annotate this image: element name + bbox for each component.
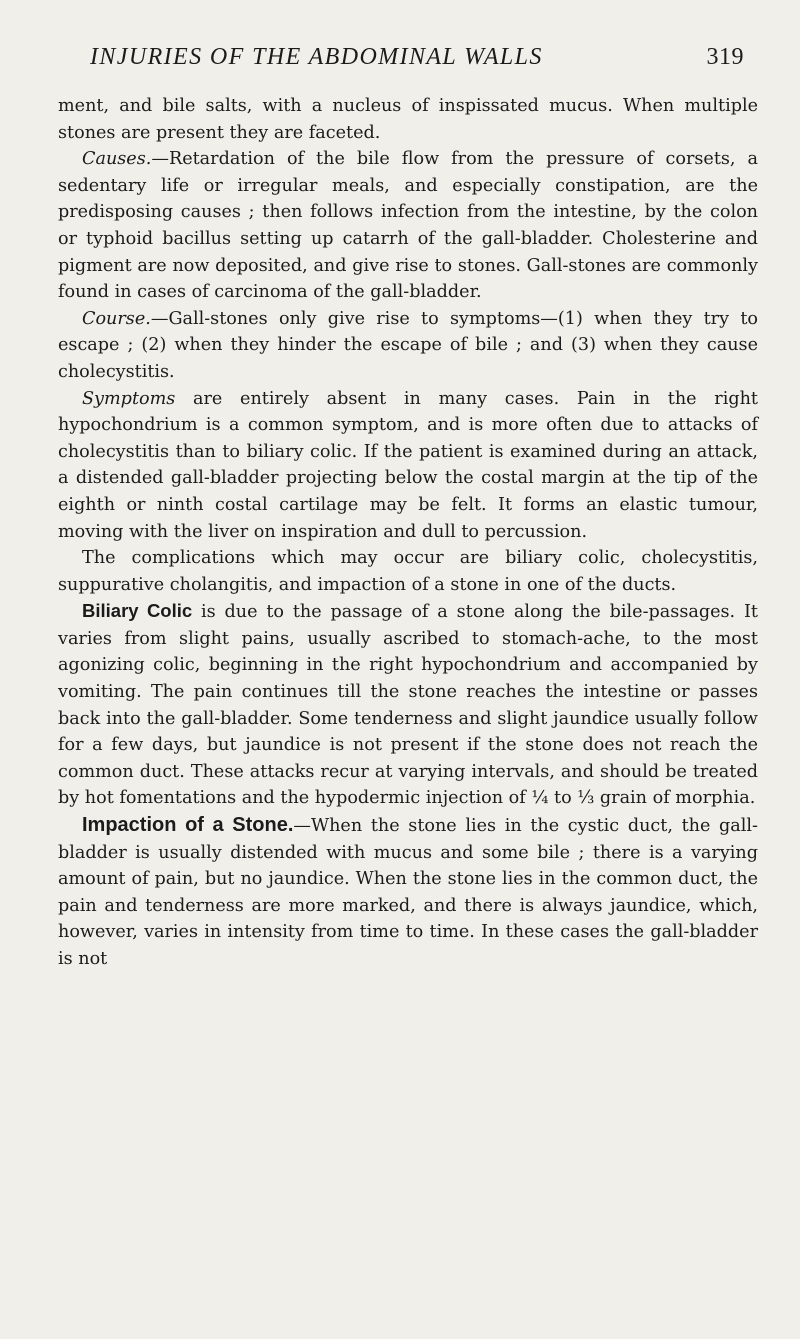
paragraph-continuation [58,93,758,146]
paragraph-impaction [58,812,758,973]
running-head [90,44,744,78]
subheading-symptoms: Symptoms [82,388,176,409]
paragraph-text: The complications which may occur are biliary colic, cholecystitis, suppurative cholangitis, and impaction of a stone in one of the ducts. [58,548,758,595]
paragraph-complications [58,545,758,598]
body-text [58,93,758,973]
paragraph-causes [58,146,758,306]
heading-impaction: Impaction of a Stone. [82,814,294,837]
paragraph-text: ment, and bile salts, with a nucleus of inspissated mucus. When multiple stones are present they are faceted. [58,96,758,143]
subheading-causes: Causes. [82,149,152,170]
paragraph-text: is due to the passage of a stone along the bile-passages. It varies from slight pains, usually ascribed to stomach-ache, to the most agonizing colic, beginning in the right hypochondrium and accompanied by vomiting. The pain continues till the stone reaches the intestine or passes back into the gall-bladder. Some tenderness and slight jaundice usually follow for a few days, but jaundice is not present if the stone does not reach the common duct. These attacks recur at varying intervals, and should be treated by hot fomentations and the hypodermic injection of ¼ to ⅓ grain of morphia. [58,602,758,809]
paragraph-symptoms [58,386,758,546]
heading-biliary-colic: Biliary Colic [82,600,193,622]
paragraph-text: —Gall-stones only give rise to symptoms—(1) when they try to escape ; (2) when they hinder the escape of bile ; and (3) when they cause cholecystitis. [58,308,758,382]
paragraph-text: —Retardation of the bile flow from the pressure of corsets, a sedentary life or irregular meals, and especially constipation, are the predisposing causes ; then follows infection from the intestine, by the colon or typhoid bacillus setting up catarrh of the gall-bladder. Cholesterine and pigment are now deposited, and give rise to stones. Gall-stones are commonly found in cases of carcinoma of the gall-bladder. [58,149,758,303]
chapter-title: INJURIES OF THE ABDOMINAL WALLS [90,44,543,70]
paragraph-text: —When the stone lies in the cystic duct, the gall-bladder is usually distended with mucus and some bile ; there is a varying amount of pain, but no jaundice. When the stone lies in the common duct, the pain and tenderness are more marked, and there is always jaundice, which, however, varies in intensity from time to time. In these cases the gall-bladder is not [58,816,758,969]
paragraph-course [58,306,758,386]
paragraph-text: are entirely absent in many cases. Pain in the right hypochondrium is a common symptom, and is more often due to attacks of cholecystitis than to biliary colic. If the patient is examined during an attack, a distended gall-bladder projecting below the costal margin at the tip of the eighth or ninth costal cartilage may be felt. It forms an elastic tumour, moving with the liver on inspiration and dull to percussion. [58,388,758,542]
subheading-course: Course. [82,308,151,329]
page-number: 319 [706,44,744,70]
paragraph-biliary-colic [58,598,758,812]
